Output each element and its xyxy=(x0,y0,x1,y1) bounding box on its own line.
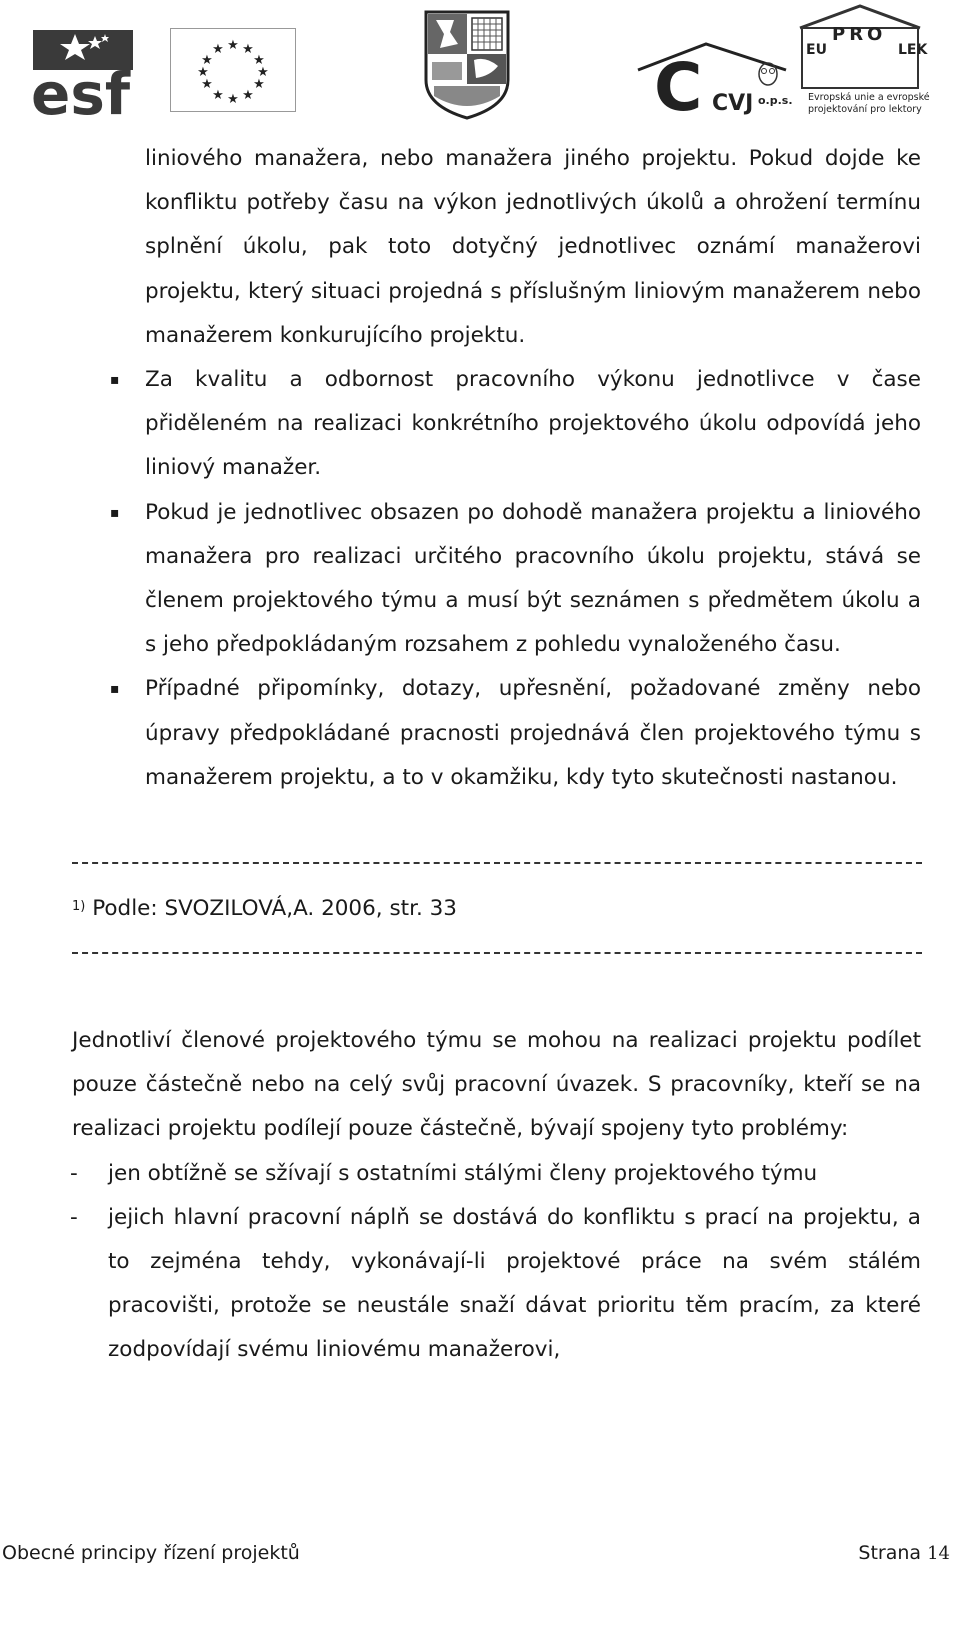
bullet-item xyxy=(110,667,921,800)
dash-item xyxy=(70,1152,921,1196)
svg-text:★: ★ xyxy=(227,38,239,53)
dash-icon: - xyxy=(70,1204,78,1230)
svg-text:★: ★ xyxy=(212,88,224,103)
svg-text:esf: esf xyxy=(31,60,131,128)
bullet-text: Pokud je jednotlivec obsazen po dohodě manažera projektu a liniového manažera pro realizaci určitého pracovního úkolu projektu, stává se členem projektového týmu a musí být seznámen s předmětem úkolu a s jeho předpokládaným rozsahem z pohledu vynaloženého času. xyxy=(145,499,921,658)
svg-text:C: C xyxy=(654,49,703,126)
dash-text: jejich hlavní pracovní náplň se dostává do konfliktu s prací na projektu, a to zejména tehdy, vykonávají-li projektové práce na svém stálém pracovišti, protože se neustále snaží dávat prioritu těm pracím, za které zodpovídají svému liniovému manažerovi, xyxy=(108,1204,921,1363)
main-content xyxy=(110,137,921,800)
svg-text:★: ★ xyxy=(201,53,213,68)
svg-text:★: ★ xyxy=(253,77,265,92)
footer-page xyxy=(858,1542,950,1564)
svg-text:★: ★ xyxy=(227,92,239,107)
page-label: Strana xyxy=(858,1542,922,1564)
svg-text:★: ★ xyxy=(253,53,265,68)
bullet-text: Za kvalitu a odbornost pracovního výkonu jednotlivce v čase přiděleném na realizaci konkrétního projektového úkolu odpovídá jeho liniový manažer. xyxy=(145,367,921,481)
cvj-logo xyxy=(636,40,796,126)
footnote-text: Podle: SVOZILOVÁ,A. 2006, str. 33 xyxy=(92,896,457,921)
footnote xyxy=(72,887,457,931)
bullet-item xyxy=(110,358,921,491)
page-number: 14 xyxy=(927,1543,950,1564)
eu-prolek-logo xyxy=(798,4,930,116)
svg-text:PRO: PRO xyxy=(832,24,887,45)
section-two xyxy=(72,1019,921,1373)
bullet-icon: ▪ xyxy=(110,504,120,521)
dash-text: jen obtížně se sžívají s ostatními stálými členy projektového týmu xyxy=(108,1160,818,1186)
dash-icon: - xyxy=(70,1160,78,1186)
bullet-text: Případné připomínky, dotazy, upřesnění, požadované změny nebo úpravy předpokládané pracnosti projednává člen projektového týmu s manažerem projektu, a to v okamžiku, kdy tyto skutečnosti nastanou. xyxy=(145,676,921,790)
svg-text:projektování pro lektory: projektování pro lektory xyxy=(808,104,922,115)
footnote-divider-top xyxy=(72,862,922,864)
eu-flag-logo xyxy=(170,28,296,112)
section-intro: Jednotliví členové projektového týmu se mohou na realizaci projektu podílet pouze částečně nebo na celý svůj pracovní úvazek. S pracovníky, kteří se na realizaci projektu podílejí pouze částečně, bývají spojeny tyto problémy: xyxy=(72,1028,921,1142)
svg-text:Evropská unie a evropské: Evropská unie a evropské xyxy=(808,92,930,103)
svg-text:★: ★ xyxy=(212,42,224,57)
svg-text:o.p.s.: o.p.s. xyxy=(758,94,793,107)
bullet-item xyxy=(110,491,921,668)
esf-logo xyxy=(31,30,133,128)
svg-text:EU: EU xyxy=(806,42,827,58)
footnote-divider-bottom xyxy=(72,952,922,954)
svg-text:★: ★ xyxy=(201,77,213,92)
svg-text:★: ★ xyxy=(197,65,209,80)
svg-text:LEK: LEK xyxy=(898,42,928,58)
svg-text:CVJ: CVJ xyxy=(712,91,754,116)
bullet-icon: ▪ xyxy=(110,681,120,698)
footnote-marker: 1) xyxy=(72,899,86,914)
footer-title: Obecné principy řízení projektů xyxy=(2,1542,300,1564)
dash-item xyxy=(70,1196,921,1373)
coat-of-arms-logo xyxy=(424,10,510,120)
header-logos xyxy=(0,0,960,128)
svg-text:★: ★ xyxy=(242,88,254,103)
continuation-paragraph: liniového manažera, nebo manažera jiného projektu. Pokud dojde ke konfliktu potřeby času na výkon jednotlivých úkolů a ohrožení termínu splnění úkolu, pak toto dotyčný jednotlivec oznámí manažerovi projektu, který situaci projedná s příslušným liniovým manažerem nebo manažerem konkurujícího projektu. xyxy=(145,146,921,348)
bullet-icon: ▪ xyxy=(110,372,120,389)
svg-text:★: ★ xyxy=(242,42,254,57)
svg-text:★: ★ xyxy=(257,65,269,80)
